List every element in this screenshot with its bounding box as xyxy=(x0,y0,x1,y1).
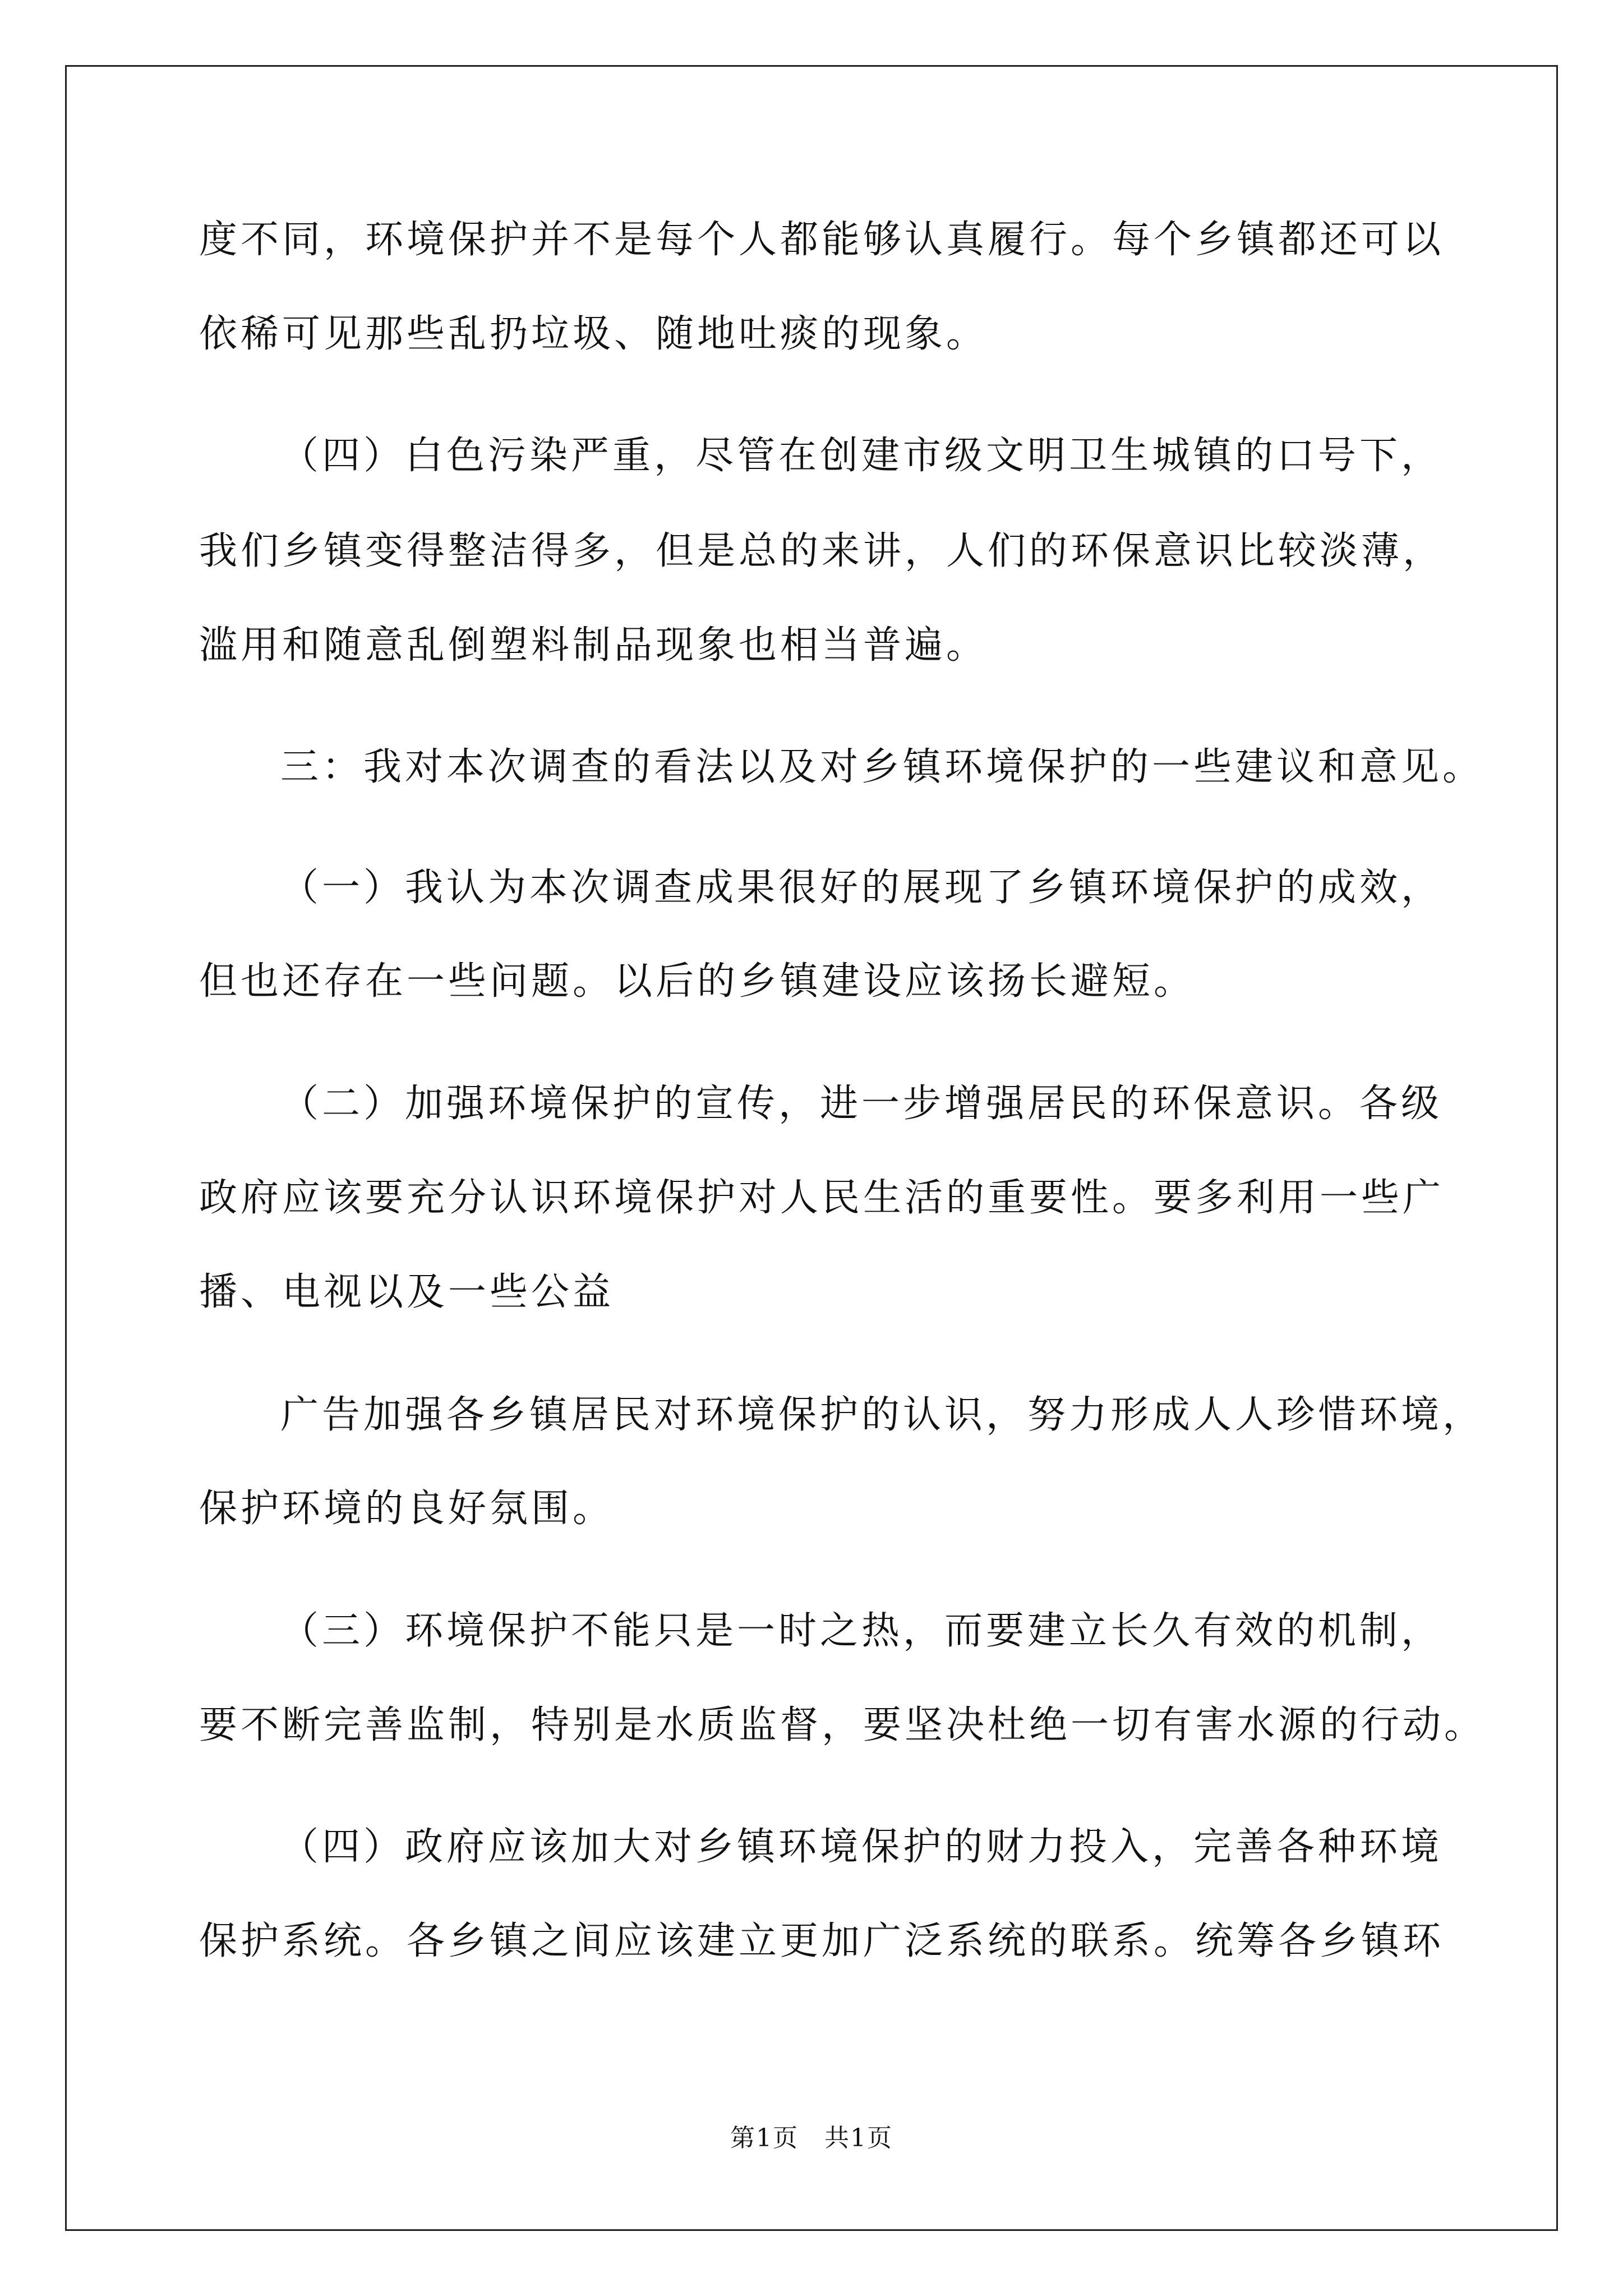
text-line: 播、电视以及一些公益 xyxy=(199,1270,615,1314)
text-line: （三）环境保护不能只是一时之热，而要建立长久有效的机制， xyxy=(280,1609,1443,1653)
page-number-footer: 第1页 共1页 xyxy=(730,2124,893,2152)
text-line: （二）加强环境保护的宣传，进一步增强居民的环保意识。各级 xyxy=(280,1082,1443,1126)
text-line: 但也还存在一些问题。以后的乡镇建设应该扬长避短。 xyxy=(199,959,1196,1004)
text-line: （四）政府应该加大对乡镇环境保护的财力投入，完善各种环境 xyxy=(280,1825,1443,1869)
text-line: 滥用和随意乱倒塑料制品现象也相当普遍。 xyxy=(199,623,988,668)
text-line: 依稀可见那些乱扔垃圾、随地吐痰的现象。 xyxy=(199,312,988,356)
text-line: （四）白色污染严重，尽管在创建市级文明卫生城镇的口号下， xyxy=(280,434,1443,478)
page-border xyxy=(65,65,1558,2231)
text-line: 保护系统。各乡镇之间应该建立更加广泛系统的联系。统筹各乡镇环 xyxy=(199,1919,1445,1963)
text-line: 三：我对本次调查的看法以及对乡镇环境保护的一些建议和意见。 xyxy=(280,745,1484,789)
text-line: （一）我认为本次调查成果很好的展现了乡镇环境保护的成效， xyxy=(280,866,1443,910)
text-line: 保护环境的良好氛围。 xyxy=(199,1487,615,1531)
text-line: 度不同，环境保护并不是每个人都能够认真履行。每个乡镇都还可以 xyxy=(199,218,1445,262)
text-line: 广告加强各乡镇居民对环境保护的认识，努力形成人人珍惜环境， xyxy=(280,1393,1484,1437)
text-line: 政府应该要充分认识环境保护对人民生活的重要性。要多利用一些广 xyxy=(199,1176,1445,1220)
text-line: 我们乡镇变得整洁得多，但是总的来讲，人们的环保意识比较淡薄， xyxy=(199,529,1445,573)
text-line: 要不断完善监制，特别是水质监督，要坚决杜绝一切有害水源的行动。 xyxy=(199,1703,1486,1747)
